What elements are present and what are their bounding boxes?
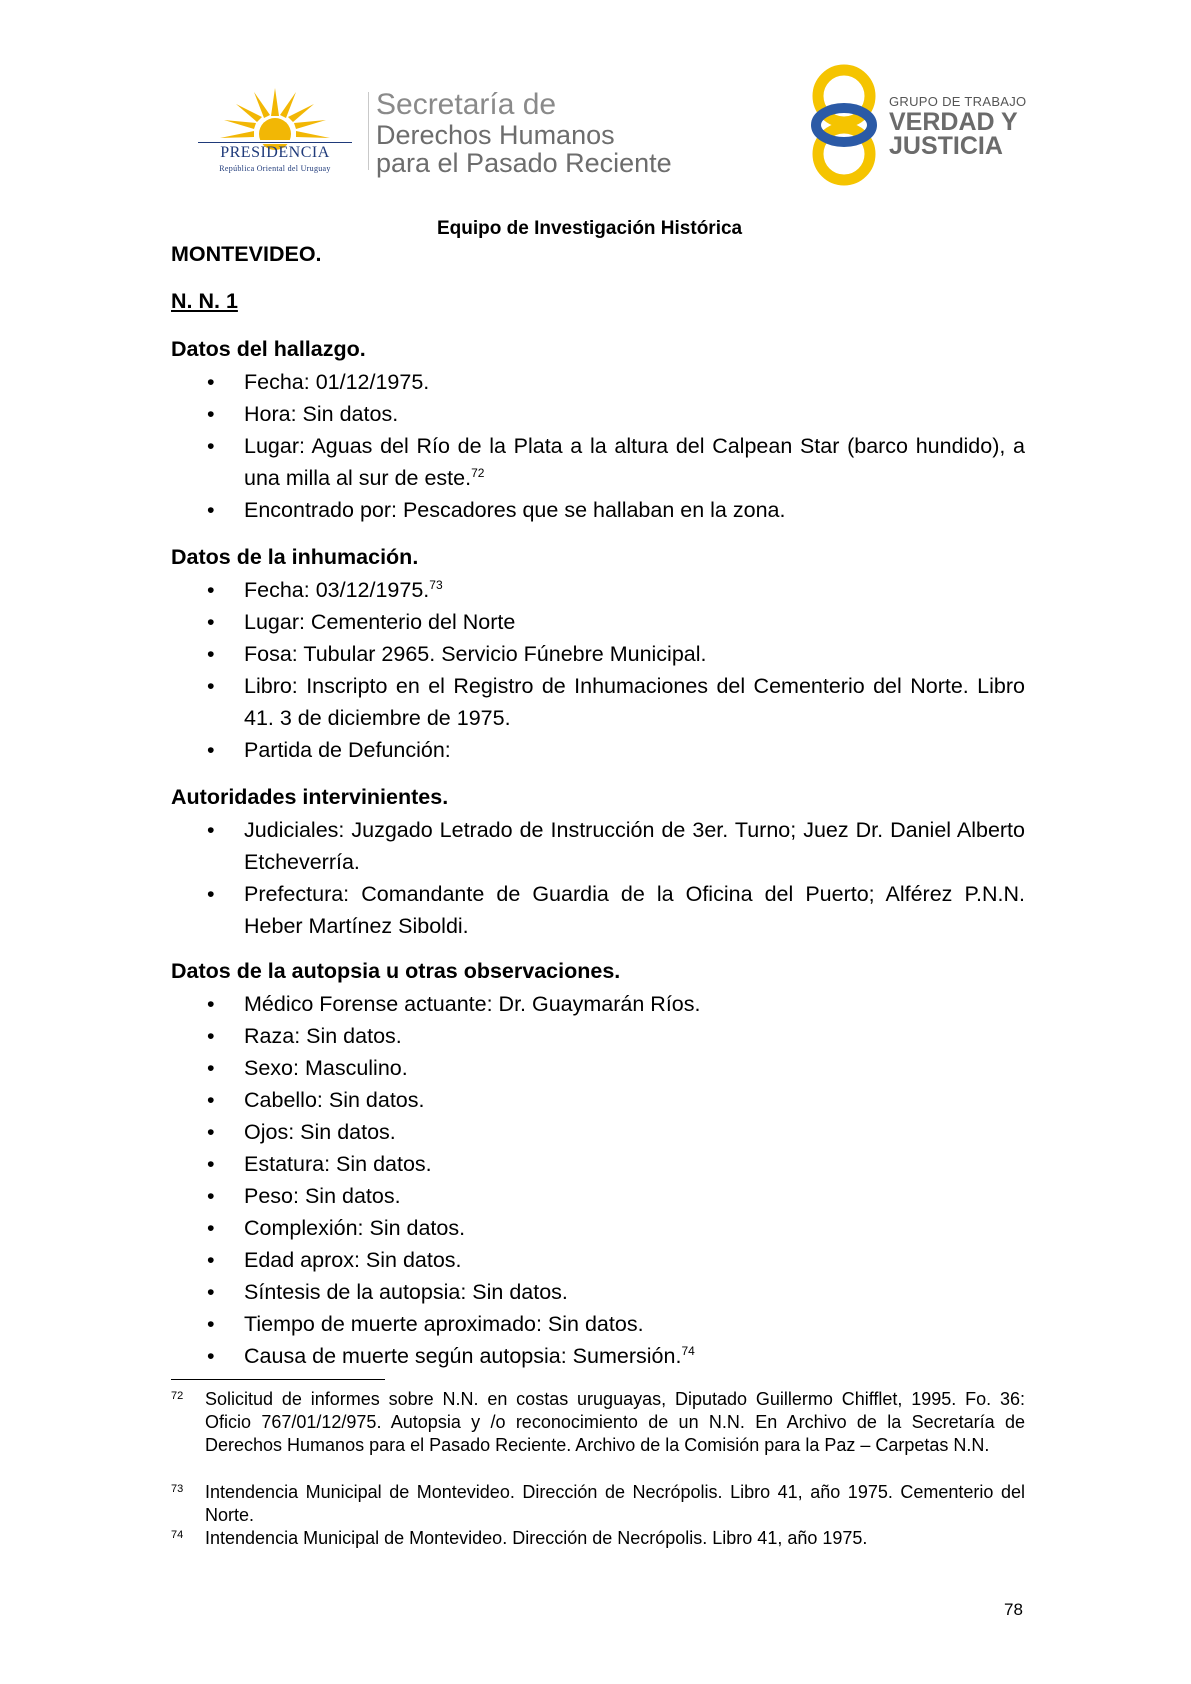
list-item: • Ojos: Sin datos. bbox=[207, 1120, 396, 1144]
grupo-trabajo-rings-logo bbox=[808, 62, 890, 188]
footnote-72: 72 Solicitud de informes sobre N.N. en costas uruguayas, Diputado Guillermo Chifflet, 1995. Fo. 36: Oficio 767/01/12/975. Autopsia y /o reconocimiento de un N.N. En Archivo de la Secretaría de Derechos Humanos para el Pasado Reciente. Archivo de la Comisión para la Paz – Carpetas N.N. bbox=[171, 1389, 1025, 1455]
footnote-ref-74: 74 bbox=[681, 1343, 695, 1358]
list-item: • Médico Forense actuante: Dr. Guaymarán Ríos. bbox=[207, 992, 701, 1016]
list-item: • Raza: Sin datos. bbox=[207, 1024, 402, 1048]
grupo-trabajo-label: GRUPO DE TRABAJO bbox=[889, 94, 1027, 109]
list-item: • Síntesis de la autopsia: Sin datos. bbox=[207, 1280, 568, 1304]
secretaria-line-1: Secretaría de bbox=[376, 88, 557, 121]
list-item: • Partida de Defunción: bbox=[207, 738, 451, 762]
page-number: 78 bbox=[1004, 1600, 1023, 1619]
list-item: • Tiempo de muerte aproximado: Sin datos. bbox=[207, 1312, 644, 1336]
list-item: • Libro: Inscripto en el Registro de Inhumaciones del Cementerio del Norte. Libro 41. 3 de diciembre de 1975. bbox=[207, 674, 1025, 730]
presidencia-divider bbox=[198, 142, 352, 143]
secretaria-line-2: Derechos Humanos bbox=[376, 120, 615, 150]
justicia-label: JUSTICIA bbox=[889, 132, 1003, 160]
list-item: • Estatura: Sin datos. bbox=[207, 1152, 432, 1176]
secretaria-line-3: para el Pasado Reciente bbox=[376, 148, 672, 178]
city-heading: MONTEVIDEO. bbox=[171, 242, 322, 266]
list-item: • Lugar: Cementerio del Norte bbox=[207, 610, 516, 634]
section-title-hallazgo: Datos del hallazgo. bbox=[171, 337, 366, 361]
presidencia-subtitle: República Oriental del Uruguay bbox=[219, 164, 331, 173]
list-item: • Peso: Sin datos. bbox=[207, 1184, 401, 1208]
list-item: • Hora: Sin datos. bbox=[207, 402, 399, 426]
header-separator bbox=[368, 92, 369, 170]
list-item: • Fecha: 03/12/1975.73 bbox=[207, 577, 443, 602]
list-item: • Fecha: 01/12/1975. bbox=[207, 370, 430, 394]
list-item: • Sexo: Masculino. bbox=[207, 1056, 408, 1080]
list-item: • Causa de muerte según autopsia: Sumersión.$^{74}$ bbox=[207, 1343, 695, 1368]
footnote-separator bbox=[171, 1379, 385, 1380]
team-title: Equipo de Investigación Histórica bbox=[437, 218, 743, 239]
footnote-73: 73 Intendencia Municipal de Montevideo. Dirección de Necrópolis. Libro 41, año 1975. Cementerio del Norte. bbox=[171, 1482, 1025, 1525]
list-item: • Cabello: Sin datos. bbox=[207, 1088, 425, 1112]
list-item: • Complexión: Sin datos. bbox=[207, 1216, 466, 1240]
section-title-autoridades: Autoridades intervinientes. bbox=[171, 785, 449, 809]
section-title-inhumacion: Datos de la inhumación. bbox=[171, 545, 419, 569]
presidencia-name: PRESIDENCIA bbox=[220, 144, 330, 161]
section-title-autopsia: Datos de la autopsia u otras observaciones. bbox=[171, 959, 621, 983]
list-item: • Encontrado por: Pescadores que se hallaban en la zona. bbox=[207, 498, 786, 522]
list-item: • Judiciales: Juzgado Letrado de Instrucción de 3er. Turno; Juez Dr. Daniel Alberto Etcheverría. bbox=[207, 818, 1025, 874]
footnote-ref-73: 73 bbox=[429, 577, 443, 592]
list-item: • Lugar: Aguas del Río de la Plata a la altura del Calpean Star (barco hundido), a una milla al sur de este.$^{72}$ bbox=[207, 434, 1025, 490]
case-id: N. N. 1 bbox=[171, 289, 238, 313]
footnote-74: 74 Intendencia Municipal de Montevideo. Dirección de Necrópolis. Libro 41, año 1975. bbox=[171, 1528, 868, 1548]
list-item: • Edad aprox: Sin datos. bbox=[207, 1248, 462, 1272]
list-item: • Fosa: Tubular 2965. Servicio Fúnebre Municipal. bbox=[207, 642, 707, 666]
verdad-label: VERDAD Y bbox=[889, 108, 1018, 136]
footnote-ref-72: 72 bbox=[471, 465, 485, 480]
list-item: • Prefectura: Comandante de Guardia de la Oficina del Puerto; Alférez P.N.N. Heber Martínez Siboldi. bbox=[207, 882, 1025, 938]
